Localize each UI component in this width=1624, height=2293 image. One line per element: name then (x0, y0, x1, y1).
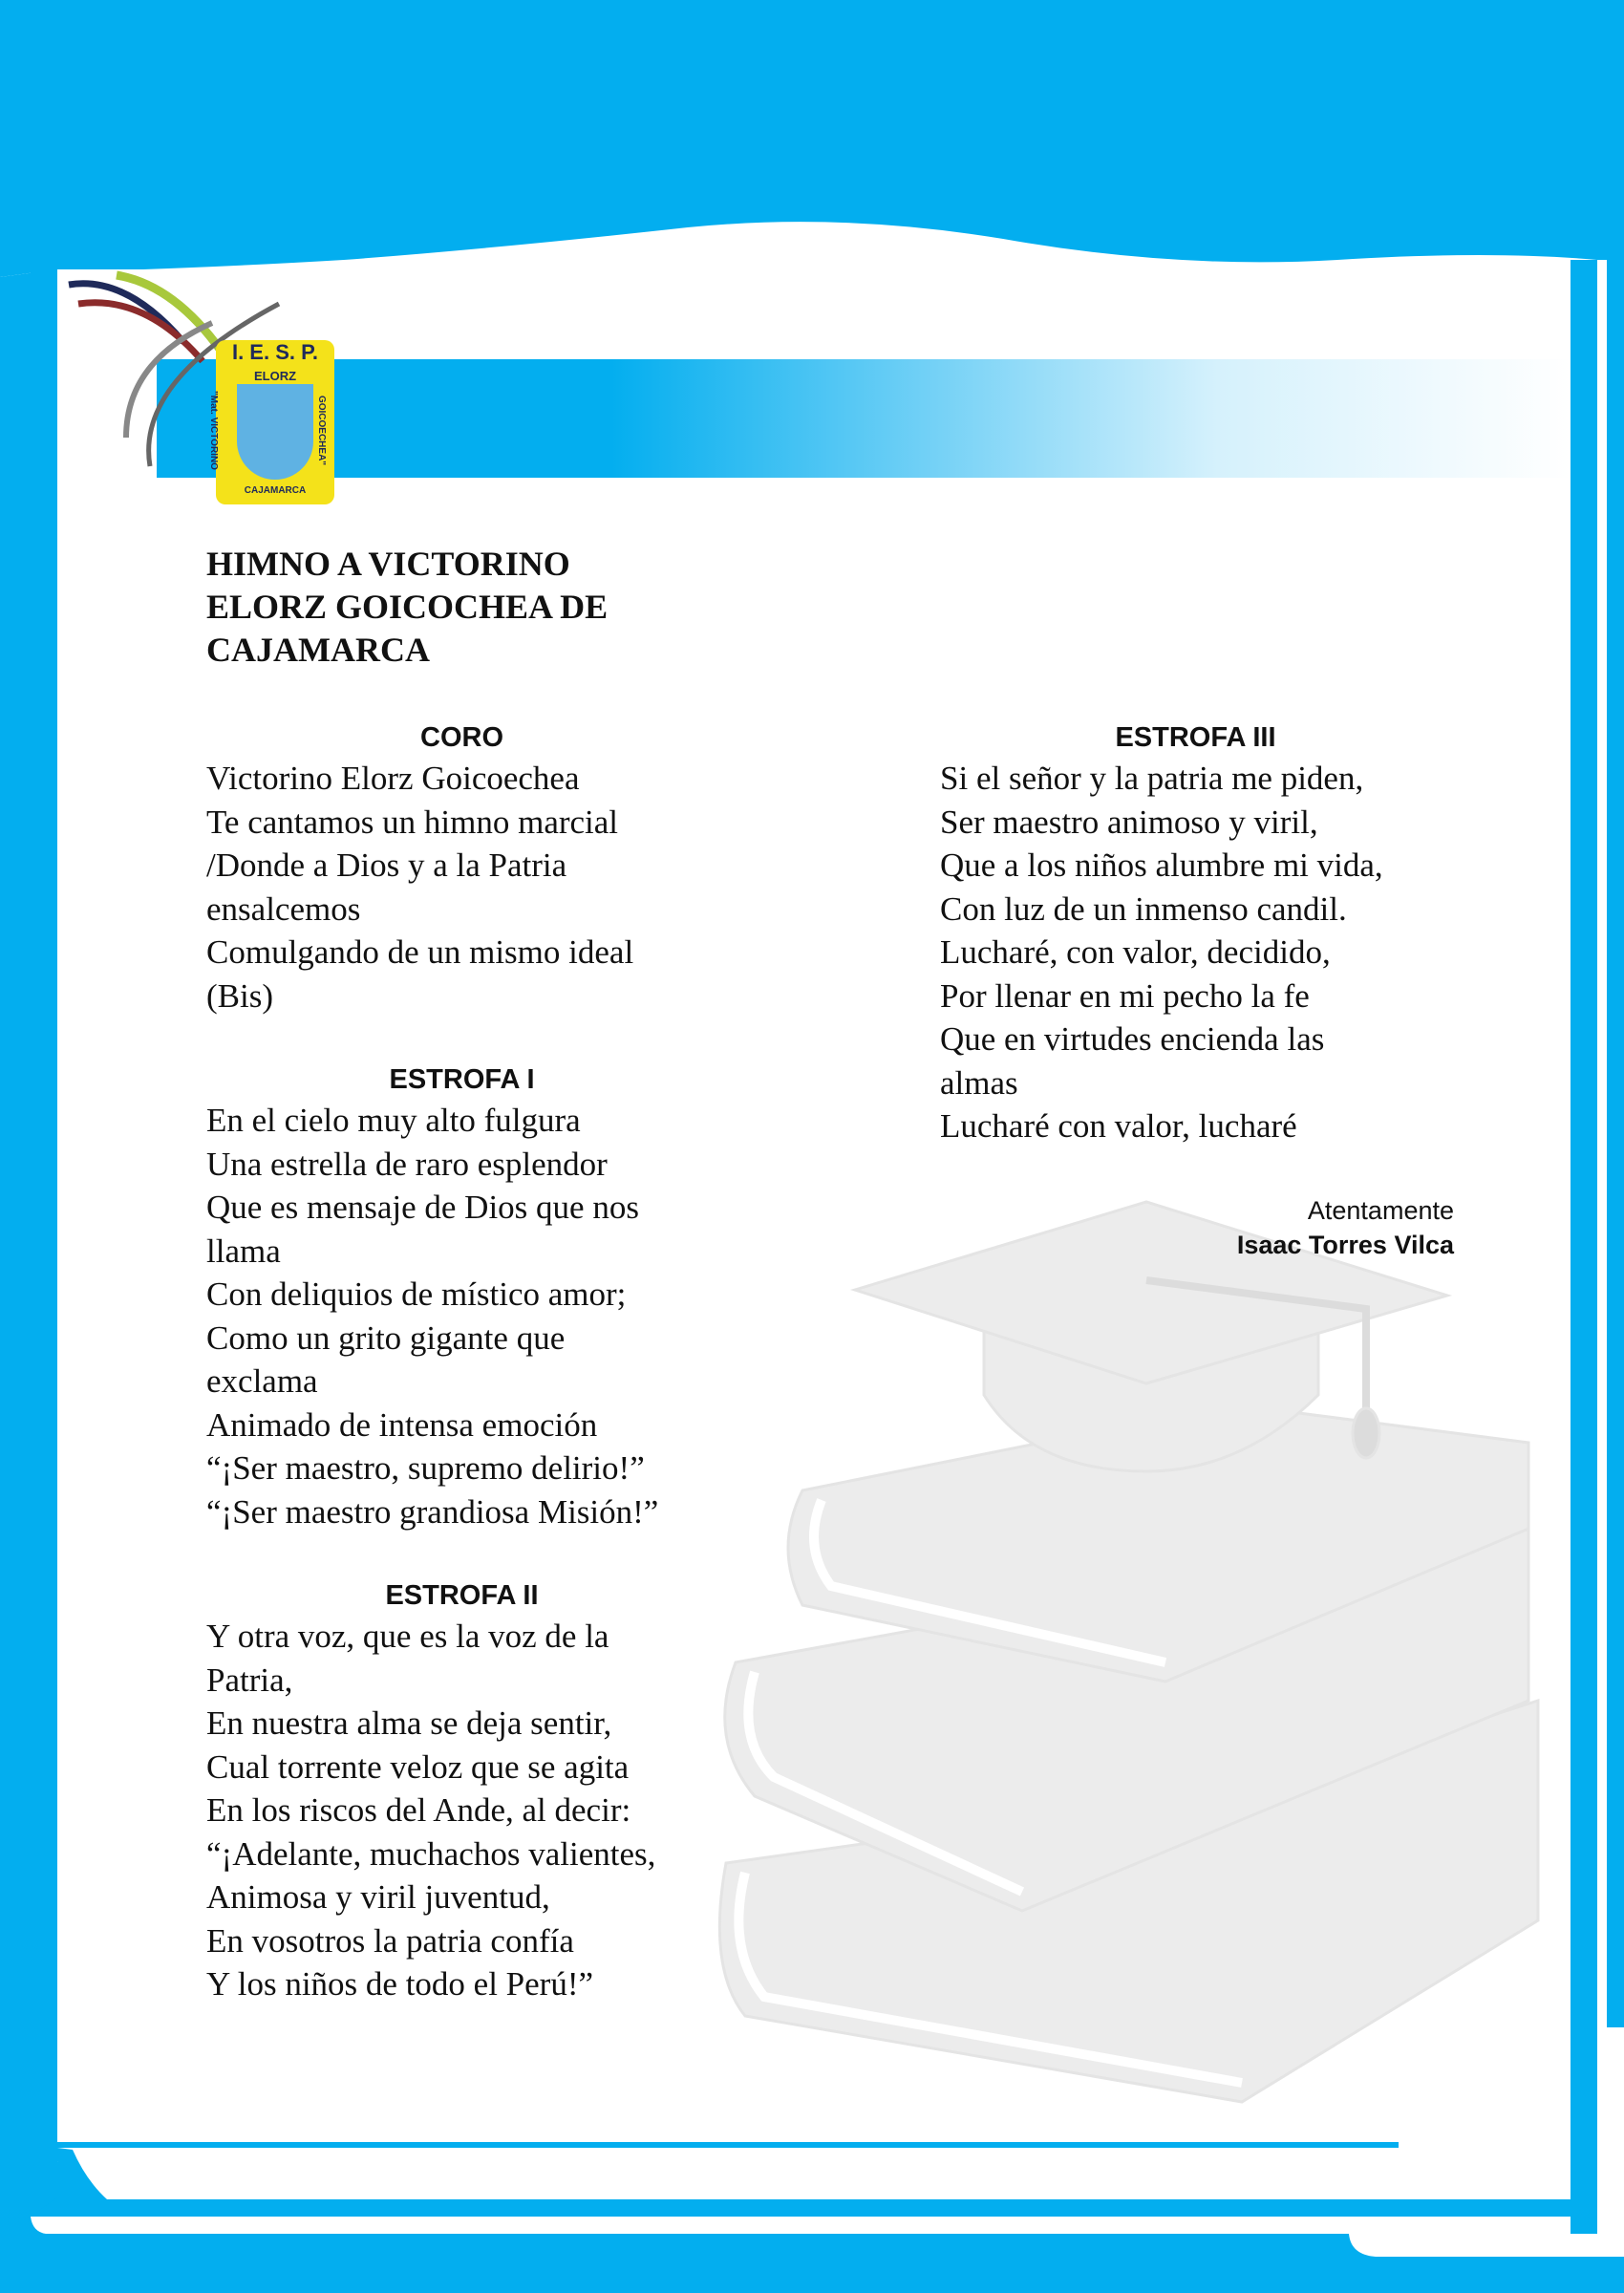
verse-line: Cual torrente veloz que se agita (206, 1747, 630, 1786)
verse-line: Y otra voz, que es la voz de la (206, 1618, 609, 1655)
right-column (940, 718, 1475, 1191)
verse-line: “¡Adelante, muchachos valientes, (206, 1834, 656, 1873)
logo-right-vertical-text: GOICOECHEA" (316, 395, 328, 466)
stanza-heading: CORO (420, 722, 503, 753)
title-line: CAJAMARCA (206, 631, 430, 669)
bottom-border (0, 2217, 1349, 2293)
verse-line: Comulgando de un mismo ideal (206, 933, 634, 971)
stanza-heading: ESTROFA I (389, 1064, 535, 1095)
title-line: ELORZ GOICOCHEA DE (206, 588, 609, 626)
verse-line: “¡Ser maestro grandiosa Misión!” (206, 1492, 659, 1531)
right-border (1571, 260, 1597, 2218)
stanza-estrofa-2 (206, 1576, 799, 2006)
verse-line: Animado de intensa emoción (206, 1405, 598, 1444)
verse-line: Victorino Elorz Goicoechea (206, 760, 580, 797)
verse-line: Que a los niños alumbre mi vida, (940, 846, 1383, 884)
logo-sub-text: ELORZ (253, 369, 297, 383)
left-column (206, 718, 799, 2049)
verse-line: Lucharé, con valor, decidido, (940, 933, 1331, 971)
books-graduation-cap-watermark (719, 1202, 1538, 2102)
verse-line: “¡Ser maestro, supremo delirio!” (206, 1449, 645, 1487)
logo-left-vertical-text: "Mat. VICTORINO (207, 391, 219, 470)
left-border-strip (0, 334, 31, 2236)
header-band (157, 359, 1571, 478)
verse-line: ensalcemos (206, 889, 361, 928)
verse-line: /Donde a Dios y a la Patria (206, 846, 567, 884)
verse-line: En el cielo muy alto fulgura (206, 1102, 581, 1139)
verse-line: Con deliquios de místico amor; (206, 1275, 627, 1313)
verse-line: Patria, (206, 1661, 293, 1699)
verse-line: Animosa y viril juventud, (206, 1878, 550, 1916)
verse-line: Ser maestro animoso y viril, (940, 803, 1318, 841)
title-line: HIMNO A VICTORINO (206, 545, 570, 583)
logo-top-text: I. E. S. P. (231, 340, 319, 364)
stanza-heading: ESTROFA II (385, 1580, 539, 1611)
verse-line: Lucharé con valor, lucharé (940, 1107, 1297, 1145)
verse-line: almas (940, 1063, 1018, 1102)
stanza-estrofa-1 (206, 1061, 799, 1533)
verse-line: exclama (206, 1362, 318, 1400)
signature-name: Isaac Torres Vilca (1236, 1231, 1454, 1259)
verse-line: Una estrella de raro esplendor (206, 1145, 608, 1183)
verse-line: En vosotros la patria confía (206, 1921, 574, 1960)
verse-line: Que en virtudes encienda las (940, 1020, 1325, 1058)
verse-line: Con luz de un inmenso candil. (940, 889, 1347, 928)
verse-line: Como un grito gigante que (206, 1318, 566, 1357)
verse-line: Si el señor y la patria me piden, (940, 760, 1364, 797)
stanza-coro (206, 718, 799, 1018)
verse-line: (Bis) (206, 976, 273, 1015)
verse-line: Por llenar en mi pecho la fe (940, 976, 1310, 1015)
verse-line: llama (206, 1232, 281, 1270)
verse-line: Que es mensaje de Dios que nos (206, 1189, 639, 1226)
verse-line: Te cantamos un himno marcial (206, 803, 619, 841)
signature-closing: Atentamente (1307, 1196, 1454, 1225)
bottom-rule (57, 2142, 1399, 2148)
verse-line: Y los niños de todo el Perú!” (206, 1965, 594, 2003)
stanza-heading: ESTROFA III (1115, 722, 1276, 753)
logo-emblem (237, 384, 313, 480)
verse-line: En nuestra alma se deja sentir, (206, 1704, 612, 1742)
stanza-estrofa-3 (940, 718, 1475, 1148)
logo-bottom-text: CAJAMARCA (244, 485, 307, 496)
top-wave (0, 0, 1624, 277)
verse-line: En los riscos del Ande, al decir: (206, 1791, 631, 1829)
document-title (206, 543, 741, 672)
